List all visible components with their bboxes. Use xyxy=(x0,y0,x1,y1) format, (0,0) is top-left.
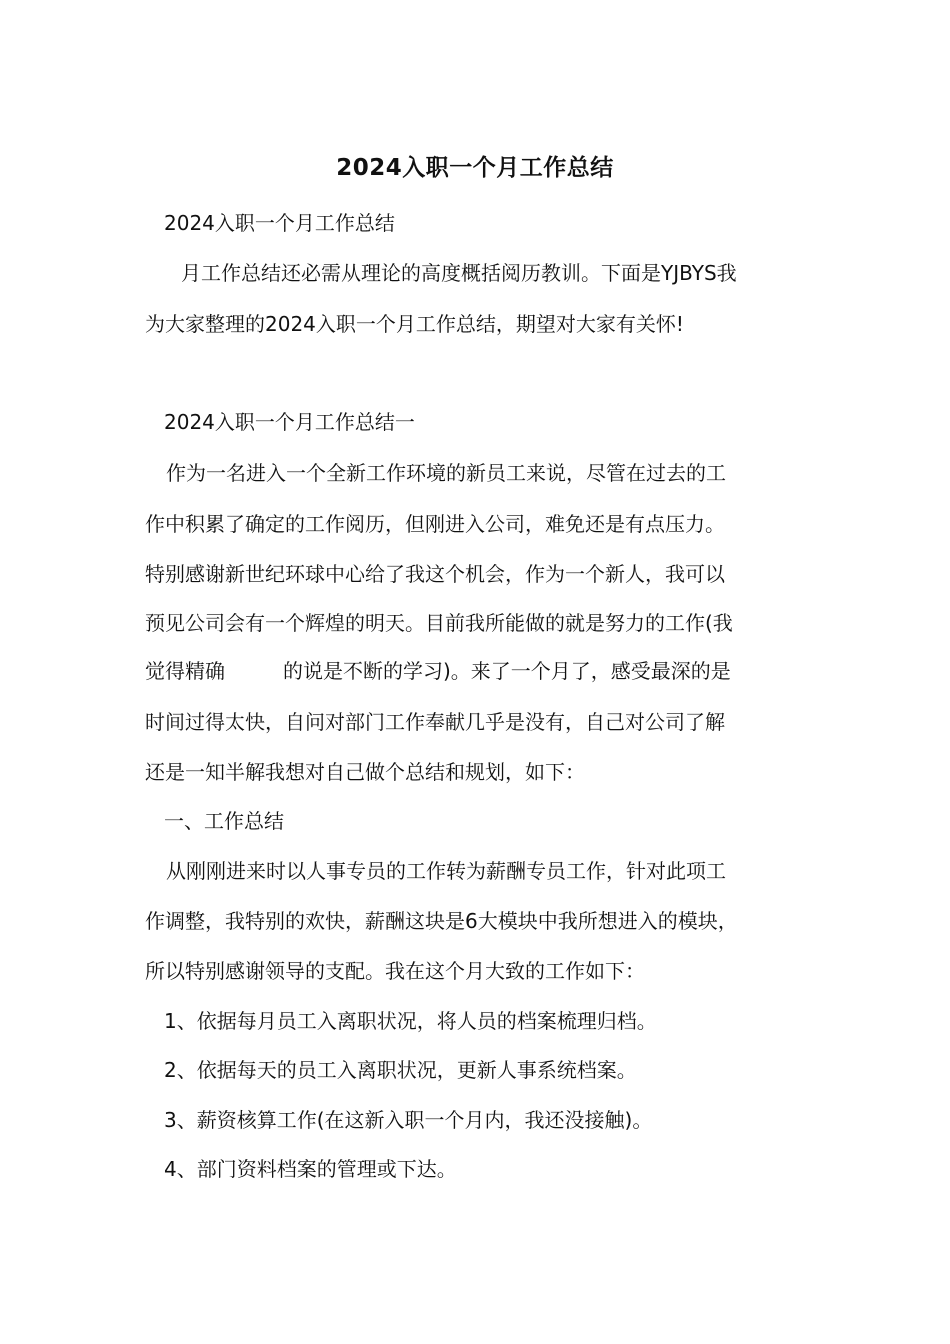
paragraph-fragment: 觉得精确 xyxy=(145,659,225,683)
paragraph-line-split xyxy=(145,656,731,686)
section-heading-one: 2024入职一个月工作总结一 xyxy=(164,410,415,434)
document-title: 2024入职一个月工作总结 xyxy=(336,155,614,181)
paragraph-line: 从刚刚进来时以人事专员的工作转为薪酬专员工作，针对此项工 xyxy=(166,859,726,883)
paragraph-line: 作中积累了确定的工作阅历，但刚进入公司，难免还是有点压力。 xyxy=(145,512,725,536)
paragraph-line: 预见公司会有一个辉煌的明天。目前我所能做的就是努力的工作(我 xyxy=(145,611,733,635)
intro-line-2: 为大家整理的2024入职一个月工作总结，期望对大家有关怀! xyxy=(145,312,684,336)
intro-line-1: 月工作总结还必需从理论的高度概括阅历教训。下面是YJBYS我 xyxy=(181,261,737,285)
paragraph-line: 所以特别感谢领导的支配。我在这个月大致的工作如下： xyxy=(145,959,645,983)
paragraph-line: 作调整，我特别的欢快，薪酬这块是6大模块中我所想进入的模块， xyxy=(145,909,738,933)
paragraph-line: 特别感谢新世纪环球中心给了我这个机会，作为一个新人，我可以 xyxy=(145,562,725,586)
section-heading-work-summary: 一、工作总结 xyxy=(164,809,284,833)
list-item: 4、部门资料档案的管理或下达。 xyxy=(164,1157,457,1181)
paragraph-line: 作为一名进入一个全新工作环境的新员工来说，尽管在过去的工 xyxy=(166,461,726,485)
list-item: 2、依据每天的员工入离职状况，更新人事系统档案。 xyxy=(164,1058,637,1082)
paragraph-fragment: 的说是不断的学习)。来了一个月了，感受最深的是 xyxy=(283,659,731,683)
list-item: 1、依据每月员工入离职状况，将人员的档案梳理归档。 xyxy=(164,1009,657,1033)
paragraph-line: 还是一知半解我想对自己做个总结和规划，如下： xyxy=(145,760,585,784)
paragraph-line: 时间过得太快，自问对部门工作奉献几乎是没有，自己对公司了解 xyxy=(145,710,725,734)
list-item: 3、薪资核算工作(在这新入职一个月内，我还没接触)。 xyxy=(164,1108,653,1132)
subtitle-line: 2024入职一个月工作总结 xyxy=(164,211,395,235)
